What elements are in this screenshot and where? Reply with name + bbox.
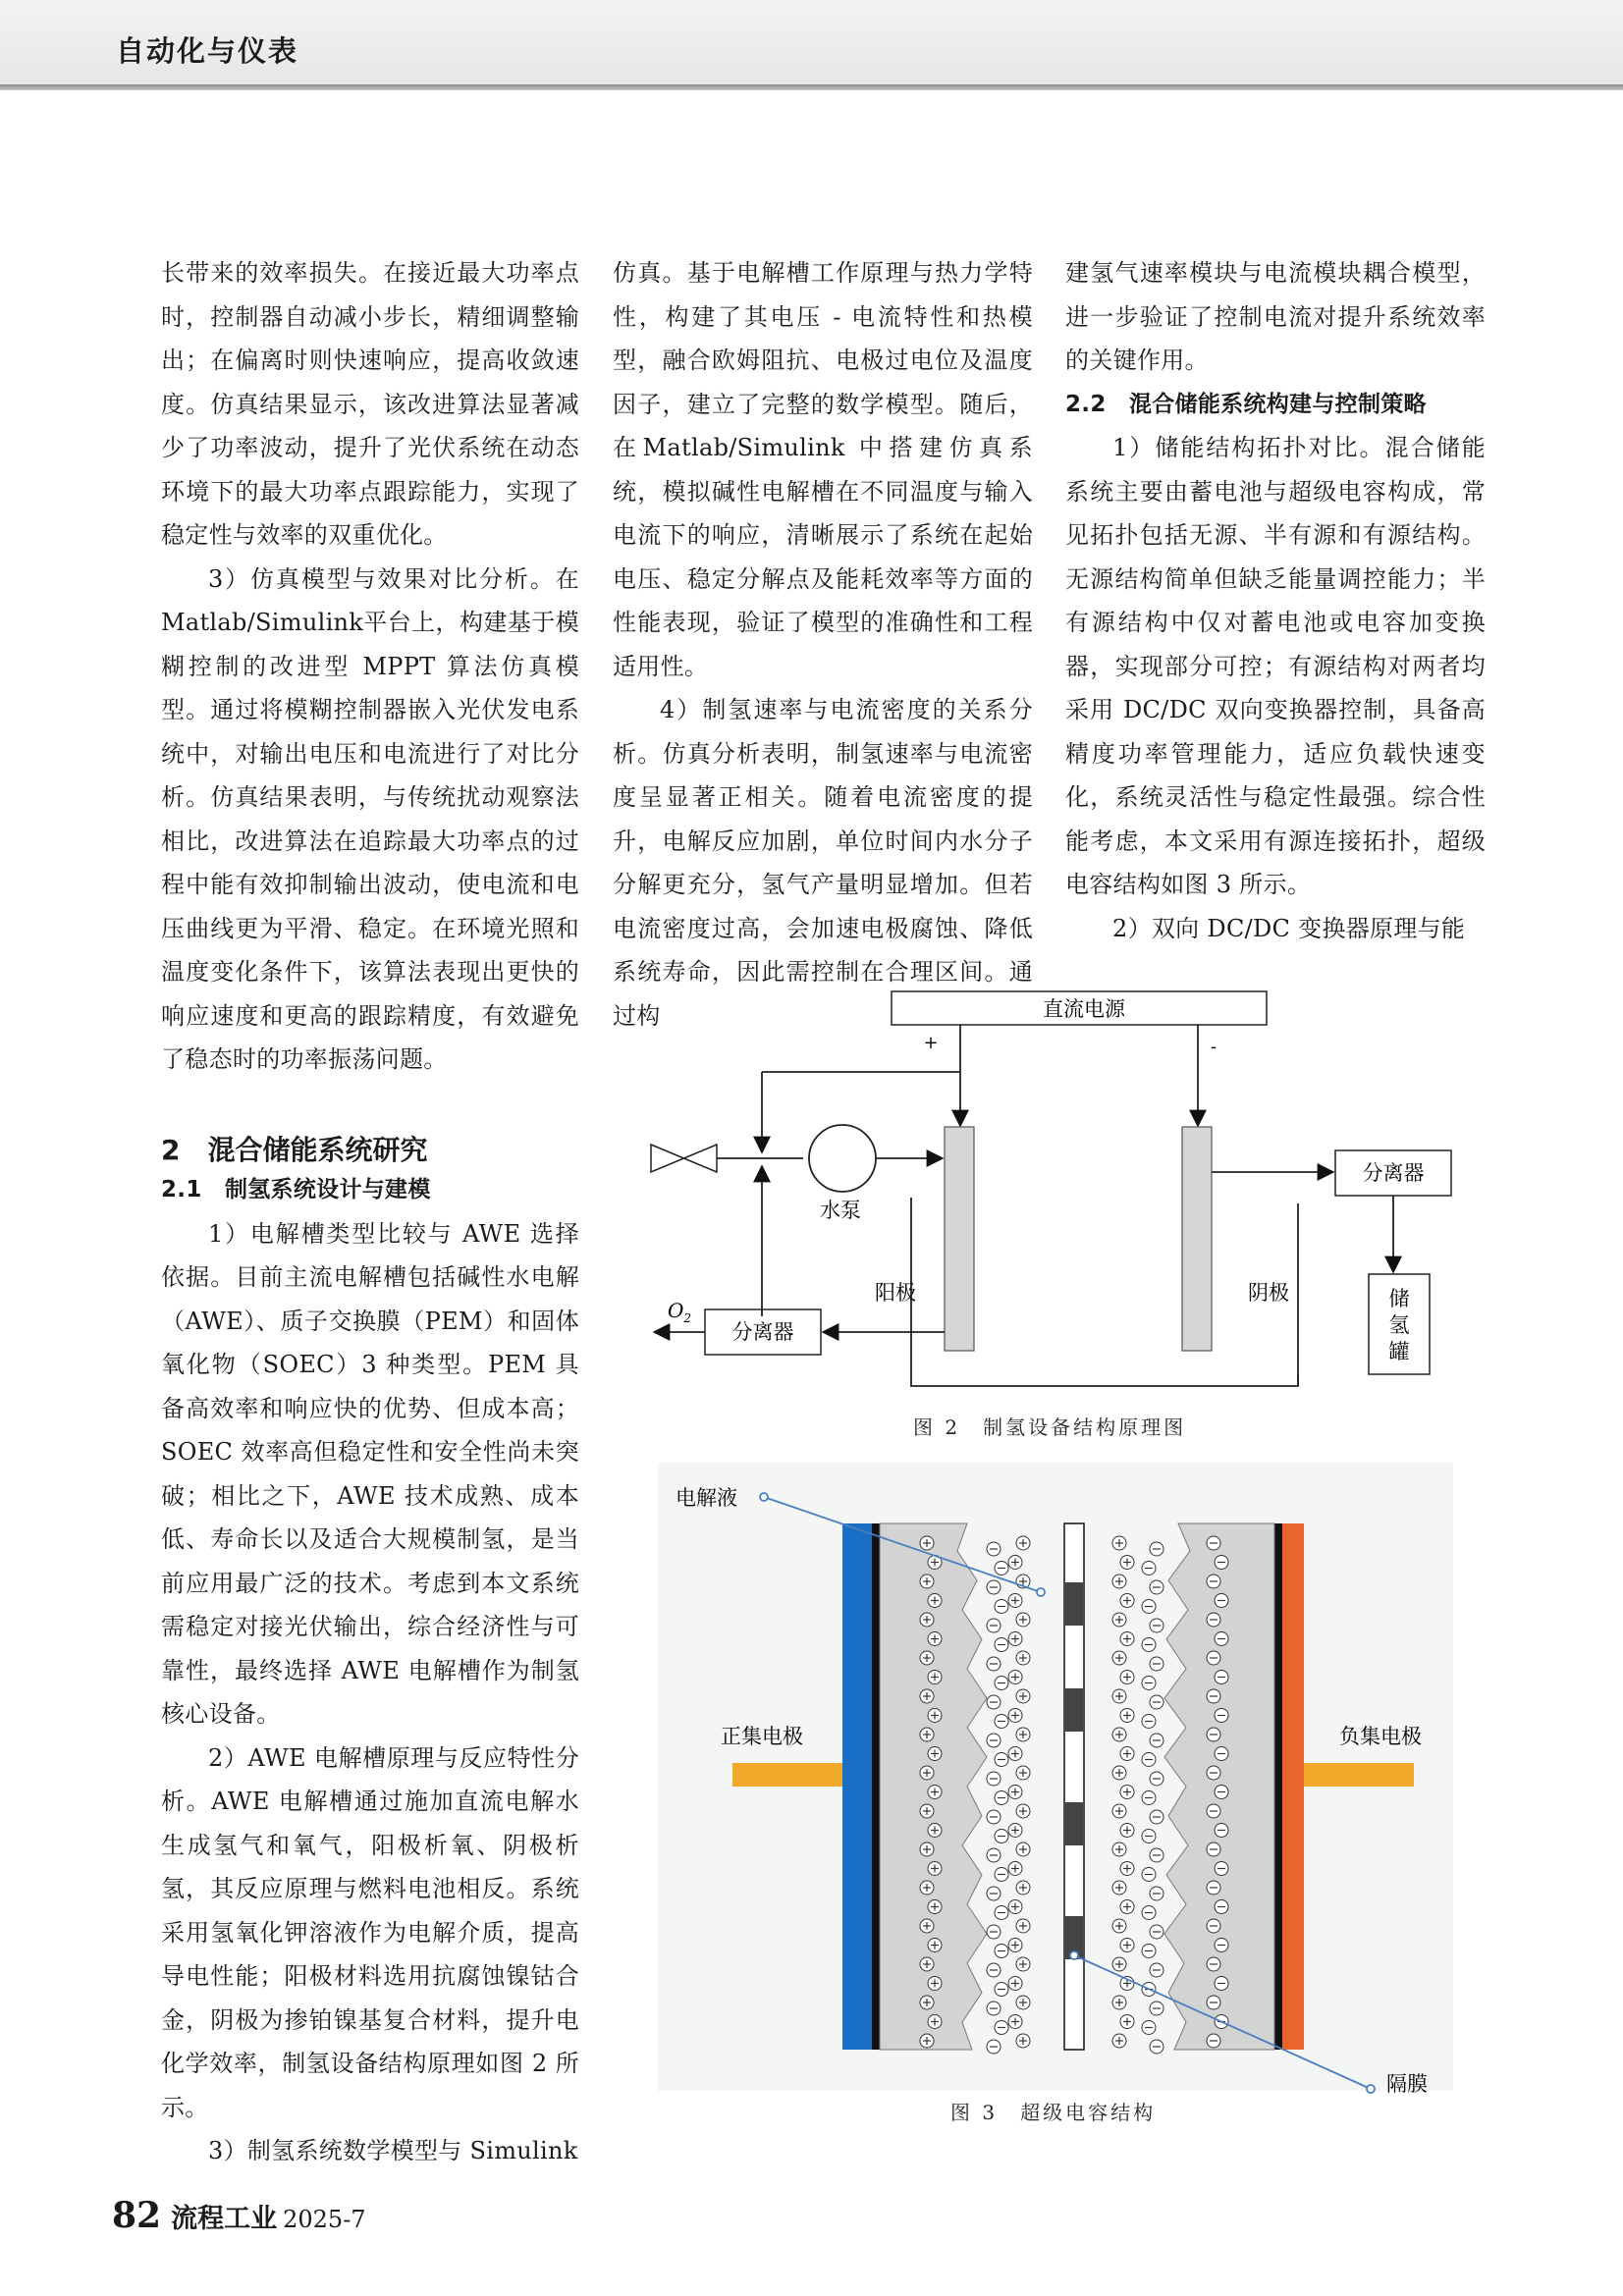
water-pump: [809, 1125, 876, 1192]
plus-terminal: +: [923, 1033, 939, 1053]
header-rule: [0, 84, 1623, 90]
pump-label: 水泵: [820, 1199, 861, 1222]
column-3: [1065, 251, 1486, 950]
tank-label-2: 氢: [1388, 1313, 1410, 1337]
paragraph: 2）双向 DC/DC 变换器原理与能: [1112, 914, 1466, 942]
negative-electrode-label: 负集电极: [1339, 1725, 1422, 1748]
journal-section-title: 自动化与仪表: [116, 34, 299, 68]
paragraph: 2）AWE 电解槽原理与反应特性分析。AWE 电解槽通过施加直流电解水生成氢气和氧气，阳极析氧、阴极析氢，其反应原理与燃料电池相反。系统采用氢氧化钾溶液作为电解介质，提高导电性能；阳极材料选用抗腐蚀镍钴合金，阴极为掺铂镍基复合材料，提升电化学效率，制氢设备结构原理如图 2 所示。: [161, 1743, 579, 2121]
anode-electrode: [945, 1127, 974, 1351]
dc-source-label: 直流电源: [1043, 997, 1125, 1021]
electrolyte-label: 电解液: [676, 1486, 737, 1510]
page-footer: [112, 2195, 366, 2236]
valve-icon: [651, 1145, 717, 1172]
separator-left-label: 分离器: [731, 1320, 794, 1344]
figure-3-diagram: [658, 1463, 1453, 2130]
separator-right-label: 分离器: [1362, 1161, 1425, 1185]
cathode-electrode: [1182, 1127, 1212, 1351]
tank-label-1: 储: [1388, 1287, 1410, 1310]
figure-2-caption: 图 2 制氢设备结构原理图: [913, 1415, 1187, 1439]
membrane-label: 隔膜: [1386, 2072, 1428, 2096]
paragraph: 建氢气速率模块与电流模块耦合模型，进一步验证了控制电流对提升系统效率的关键作用。: [1065, 259, 1486, 374]
negative-collector-tab: [1304, 1763, 1414, 1787]
paragraph: 3）仿真模型与效果对比分析。在Matlab/Simulink平台上，构建基于模糊控制的改进型 MPPT 算法仿真模型。通过将模糊控制器嵌入光伏发电系统中，对输出电压和电流进行了对比分析。仿真结果表明，与传统扰动观察法相比，改进算法在追踪最大功率点的过程中能有效抑制输出波动，使电流和电压曲线更为平滑、稳定。在环境光照和温度变化条件下，该算法表现出更快的响应速度和更高的跟踪精度，有效避免了稳态时的功率振荡问题。: [161, 564, 579, 1073]
page-number: 82: [112, 2195, 162, 2236]
cathode-label: 阴极: [1248, 1281, 1289, 1305]
paragraph: 1）电解槽类型比较与 AWE 选择依据。目前主流电解槽包括碱性水电解（AWE）、质子交换膜（PEM）和固体氧化物（SOEC）3 种类型。PEM 具备高效率和响应快的优势、但成本高；SOEC 效率高但稳定性和安全性尚未突破；相比之下，AWE 技术成熟、成本低、寿命长以及适合大规模制氢，是当前应用最广泛的技术。考虑到本文系统需稳定对接光伏输出，综合经济性与可靠性，最终选择 AWE 电解槽作为制氢核心设备。: [161, 1219, 579, 1728]
paragraph: 长带来的效率损失。在接近最大功率点时，控制器自动减小步长，精细调整输出；在偏离时则快速响应，提高收敛速度。仿真结果显示，该改进算法显著减少了功率波动，提升了光伏系统在动态环境下的最大功率点跟踪能力，实现了稳定性与效率的双重优化。: [161, 259, 579, 549]
paragraph: 仿真。基于电解槽工作原理与热力学特性，构建了其电压 - 电流特性和热模型，融合欧姆阻抗、电极过电位及温度因子，建立了完整的数学模型。随后，在Matlab/Simulink 中搭建仿真系统，模拟碱性电解槽在不同温度与输入电流下的响应，清晰展示了系统在起始电压、稳定分解点及能耗效率等方面的性能表现，验证了模型的准确性和工程适用性。: [613, 259, 1033, 680]
positive-electrode-label: 正集电极: [721, 1725, 803, 1748]
positive-collector-tab: [732, 1763, 842, 1787]
anode-label: 阳极: [875, 1281, 916, 1305]
paragraph: 3）制氢系统数学模型与 Simulink: [208, 2137, 578, 2164]
paragraph: 1）储能结构拓扑对比。混合储能系统主要由蓄电池与超级电容构成，常见拓扑包括无源、半有源和有源结构。无源结构简单但缺乏能量调控能力；半有源结构中仅对蓄电池或电容加变换器，实现部分可控；有源结构对两者均采用 DC/DC 双向变换器控制，具备高精度功率管理能力，适应负载快速变化，系统灵活性与稳定性最强。综合性能考虑，本文采用有源连接拓扑，超级电容结构如图 3 所示。: [1065, 434, 1486, 898]
column-1-lower: [161, 1168, 579, 2173]
tank-label-3: 罐: [1388, 1340, 1410, 1363]
subsection-heading: 2.2 混合储能系统构建与控制策略: [1065, 391, 1427, 417]
column-1: [161, 251, 579, 1082]
negative-electrode: [1282, 1523, 1304, 2050]
oxygen-label: $O_2$: [668, 1299, 692, 1325]
positive-electrode: [842, 1523, 872, 2050]
paragraph: 4）制氢速率与电流密度的关系分析。仿真分析表明，制氢速率与电流密度呈显著正相关。随着电流密度的提升，电解反应加剧，单位时间内水分子分解更充分，氢气产量明显增加。但若电流密度过高，会加速电极腐蚀、降低系统寿命，因此需控制在合理区间。通过构: [613, 696, 1033, 1030]
issue-date: 2025-7: [283, 2206, 366, 2233]
minus-terminal: -: [1210, 1037, 1217, 1057]
subsection-heading: 2.1 制氢系统设计与建模: [161, 1177, 431, 1202]
section-heading: 2 混合储能系统研究: [161, 1134, 428, 1166]
figure-3-caption: 图 3 超级电容结构: [950, 2101, 1157, 2124]
figure-2-diagram: [640, 982, 1475, 1414]
magazine-name: 流程工业: [171, 2204, 278, 2234]
column-2: [613, 251, 1033, 1038]
